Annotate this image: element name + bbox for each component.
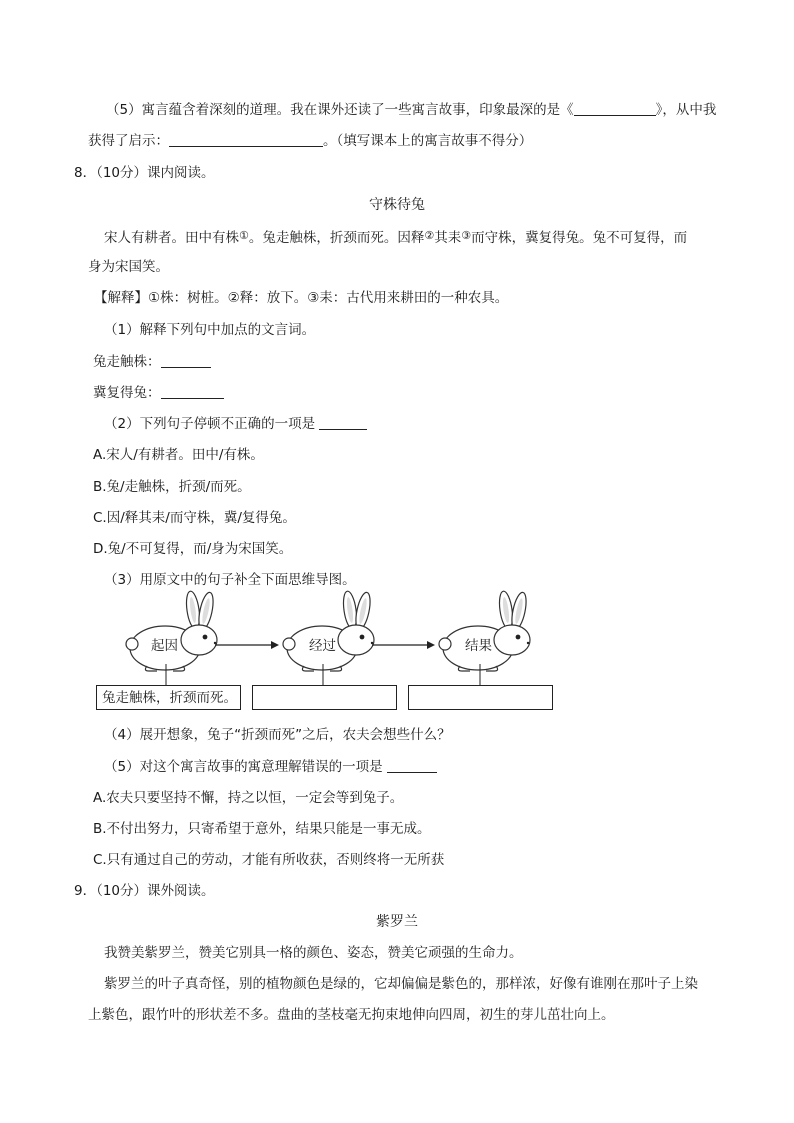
node-result: 结果 [465,638,492,654]
q8-text-part: 其耒 [434,230,462,246]
rabbit-icon [439,590,530,671]
q8-sub5-option-a: A.农夫只要坚持不懈，持之以恒，一定会等到兔子。 [93,790,404,806]
arrow-icon [427,641,435,649]
q8-text-part: 宋人有耕者。田中有株 [104,230,239,246]
q7-5-text2-suffix: 。（填写课本上的寓言故事不得分） [323,133,533,149]
note-marker-3: ③ [461,229,472,242]
q8-notes: 【解释】①株：树桩。②释：放下。③耒：古代用来耕田的一种农具。 [94,290,509,306]
q8-title: 守株待兔 [369,197,425,213]
q8-sub2-text: （2）下列句子停顿不正确的一项是 [104,416,316,432]
q8-sub3: （3）用原文中的句子补全下面思维导图。 [104,572,356,588]
q8-sub5 [104,757,437,777]
rabbit-icon [126,590,217,671]
node-process: 经过 [309,638,336,654]
mind-map-box-cause: 兔走触株，折颈而死。 [96,685,241,710]
q8-text-line2: 身为宋国笑。 [88,259,169,275]
q8-sub2-option-d: D.兔/不可复得，而/身为宋国笑。 [93,541,293,557]
q7-5-text2: 获得了启示： [88,133,169,149]
q9-header: 9．（10分）课外阅读。 [74,883,215,899]
mind-map-box-result[interactable] [408,685,553,710]
q9-paragraph2-line2: 上紫色，跟竹叶的形状差不多。盘曲的茎枝毫无拘束地伸向四周，初生的芽儿茁壮向上。 [88,1007,615,1023]
q8-sub4: （4）展开想象，兔子“折颈而死”之后，农夫会想些什么？ [104,727,451,743]
note-marker-2: ② [424,229,435,242]
q8-sub1-item1-label: 兔走触株： [93,354,161,370]
q8-text-part: 。兔走触株，折颈而死。因释 [248,230,425,246]
q8-sub2-option-c: C.因/释其耒/而守株，冀/复得兔。 [93,510,296,526]
answer-blank-sub5[interactable] [387,758,437,773]
q8-sub1-item2-label: 冀复得兔： [93,385,161,401]
node-cause: 起因 [151,638,178,654]
q8-sub2-option-b: B.兔/走触株，折颈/而死。 [93,479,251,495]
q8-sub1: （1）解释下列句中加点的文言词。 [104,322,316,338]
q8-header: 8．（10分）课内阅读。 [74,165,215,181]
q9-paragraph2-line1: 紫罗兰的叶子真奇怪，别的植物颜色是绿的，它却偏偏是紫色的，那样浓，好像有谁刚在那叶子上染 [104,976,698,992]
q7-5-text-suffix: 》，从中我 [655,102,717,118]
q8-sub5-text: （5）对这个寓言故事的寓意理解错误的一项是 [104,759,383,775]
q8-text-part: 而守株，冀复得兔。兔不可复得，而 [471,230,688,246]
mind-map-box-process[interactable] [252,685,397,710]
q8-sub5-option-c: C.只有通过自己的劳动，才能有所收获，否则终将一无所获 [93,852,445,868]
q9-paragraph1: 我赞美紫罗兰，赞美它别具一格的颜色、姿态，赞美它顽强的生命力。 [104,945,523,961]
q9-title: 紫罗兰 [376,914,418,930]
q8-sub5-option-b: B.不付出努力，只寄希望于意外，结果只能是一事无成。 [93,821,431,837]
rabbit-icon [283,590,374,671]
arrow-icon [271,641,279,649]
q7-5-text: （5）寓言蕴含着深刻的道理。我在课外还读了一些寓言故事，印象最深的是《 [106,102,574,118]
note-marker-1: ① [239,229,249,242]
q8-sub2-option-a: A.宋人/有耕者。田中/有株。 [93,447,264,463]
